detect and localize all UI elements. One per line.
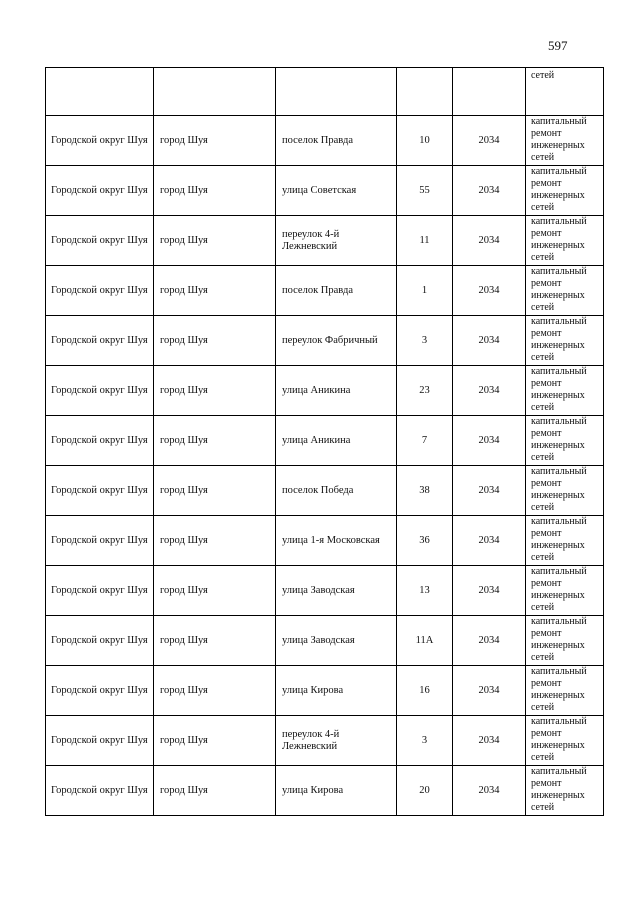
- cell-street: поселок Победа: [276, 466, 397, 516]
- cell-year: 2034: [453, 766, 526, 816]
- cell-work-type: капитальный ремонт инженерных сетей: [526, 516, 604, 566]
- cell-work-type: капитальный ремонт инженерных сетей: [526, 366, 604, 416]
- cell-year: 2034: [453, 716, 526, 766]
- cell-district: Городской округ Шуя: [46, 316, 154, 366]
- cell-house: 7: [397, 416, 453, 466]
- table-body: [46, 68, 604, 816]
- cell-city: город Шуя: [154, 316, 276, 366]
- cell-year: 2034: [453, 116, 526, 166]
- cell-city: город Шуя: [154, 466, 276, 516]
- cell-street: переулок Фабричный: [276, 316, 397, 366]
- cell-year: 2034: [453, 216, 526, 266]
- cell-house: 11: [397, 216, 453, 266]
- cell-city: город Шуя: [154, 416, 276, 466]
- cell-street: улица Кирова: [276, 766, 397, 816]
- cell-work-type: капитальный ремонт инженерных сетей: [526, 116, 604, 166]
- cell-house: 10: [397, 116, 453, 166]
- repair-schedule-table: [45, 67, 604, 816]
- table-row: [46, 616, 604, 666]
- table-row: [46, 316, 604, 366]
- cell-street: поселок Правда: [276, 116, 397, 166]
- cell-house: 3: [397, 316, 453, 366]
- cell-district: [46, 68, 154, 116]
- cell-city: город Шуя: [154, 516, 276, 566]
- cell-year: 2034: [453, 316, 526, 366]
- cell-city: город Шуя: [154, 266, 276, 316]
- cell-work-type: капитальный ремонт инженерных сетей: [526, 616, 604, 666]
- cell-street: улица Заводская: [276, 566, 397, 616]
- cell-district: Городской округ Шуя: [46, 566, 154, 616]
- cell-year: 2034: [453, 366, 526, 416]
- cell-house: 16: [397, 666, 453, 716]
- table-row: [46, 716, 604, 766]
- cell-work-type: капитальный ремонт инженерных сетей: [526, 716, 604, 766]
- cell-street: переулок 4-й Лежневский: [276, 716, 397, 766]
- cell-year: 2034: [453, 416, 526, 466]
- cell-street: [276, 68, 397, 116]
- cell-year: [453, 68, 526, 116]
- cell-year: 2034: [453, 166, 526, 216]
- cell-street: улица Советская: [276, 166, 397, 216]
- table-row: [46, 416, 604, 466]
- cell-city: город Шуя: [154, 216, 276, 266]
- cell-district: Городской округ Шуя: [46, 166, 154, 216]
- cell-district: Городской округ Шуя: [46, 666, 154, 716]
- cell-city: город Шуя: [154, 566, 276, 616]
- cell-house: 3: [397, 716, 453, 766]
- cell-district: Городской округ Шуя: [46, 366, 154, 416]
- table-row: [46, 366, 604, 416]
- cell-street: улица Заводская: [276, 616, 397, 666]
- cell-city: город Шуя: [154, 166, 276, 216]
- cell-district: Городской округ Шуя: [46, 266, 154, 316]
- cell-city: город Шуя: [154, 366, 276, 416]
- cell-work-type: капитальный ремонт инженерных сетей: [526, 766, 604, 816]
- cell-house: 11А: [397, 616, 453, 666]
- cell-street: улица Аникина: [276, 416, 397, 466]
- cell-year: 2034: [453, 466, 526, 516]
- cell-house: 55: [397, 166, 453, 216]
- cell-work-type: капитальный ремонт инженерных сетей: [526, 166, 604, 216]
- cell-street: переулок 4-й Лежневский: [276, 216, 397, 266]
- cell-city: город Шуя: [154, 616, 276, 666]
- cell-district: Городской округ Шуя: [46, 616, 154, 666]
- page-number: 597: [548, 38, 568, 53]
- cell-work-type: капитальный ремонт инженерных сетей: [526, 466, 604, 516]
- cell-work-type: капитальный ремонт инженерных сетей: [526, 316, 604, 366]
- cell-year: 2034: [453, 616, 526, 666]
- cell-street: поселок Правда: [276, 266, 397, 316]
- table-row: [46, 166, 604, 216]
- cell-city: [154, 68, 276, 116]
- cell-district: Городской округ Шуя: [46, 216, 154, 266]
- cell-city: город Шуя: [154, 766, 276, 816]
- cell-house: 13: [397, 566, 453, 616]
- cell-work-type: капитальный ремонт инженерных сетей: [526, 266, 604, 316]
- cell-house: 23: [397, 366, 453, 416]
- cell-house: [397, 68, 453, 116]
- cell-street: улица Кирова: [276, 666, 397, 716]
- cell-district: Городской округ Шуя: [46, 116, 154, 166]
- table-row: [46, 466, 604, 516]
- cell-house: 20: [397, 766, 453, 816]
- cell-work-type: капитальный ремонт инженерных сетей: [526, 666, 604, 716]
- table-row: [46, 116, 604, 166]
- cell-work-type: капитальный ремонт инженерных сетей: [526, 216, 604, 266]
- cell-district: Городской округ Шуя: [46, 766, 154, 816]
- table-row-continuation: [46, 68, 604, 116]
- table-row: [46, 666, 604, 716]
- table-row: [46, 766, 604, 816]
- table-row: [46, 216, 604, 266]
- cell-year: 2034: [453, 666, 526, 716]
- cell-city: город Шуя: [154, 666, 276, 716]
- cell-house: 38: [397, 466, 453, 516]
- cell-district: Городской округ Шуя: [46, 716, 154, 766]
- cell-district: Городской округ Шуя: [46, 416, 154, 466]
- cell-year: 2034: [453, 516, 526, 566]
- cell-city: город Шуя: [154, 116, 276, 166]
- cell-work-type: капитальный ремонт инженерных сетей: [526, 566, 604, 616]
- table-row: [46, 266, 604, 316]
- cell-work-type: сетей: [526, 68, 604, 116]
- cell-year: 2034: [453, 566, 526, 616]
- cell-district: Городской округ Шуя: [46, 466, 154, 516]
- cell-house: 36: [397, 516, 453, 566]
- cell-work-type: капитальный ремонт инженерных сетей: [526, 416, 604, 466]
- cell-year: 2034: [453, 266, 526, 316]
- cell-house: 1: [397, 266, 453, 316]
- table-row: [46, 566, 604, 616]
- cell-street: улица 1-я Московская: [276, 516, 397, 566]
- cell-city: город Шуя: [154, 716, 276, 766]
- cell-street: улица Аникина: [276, 366, 397, 416]
- table-row: [46, 516, 604, 566]
- cell-district: Городской округ Шуя: [46, 516, 154, 566]
